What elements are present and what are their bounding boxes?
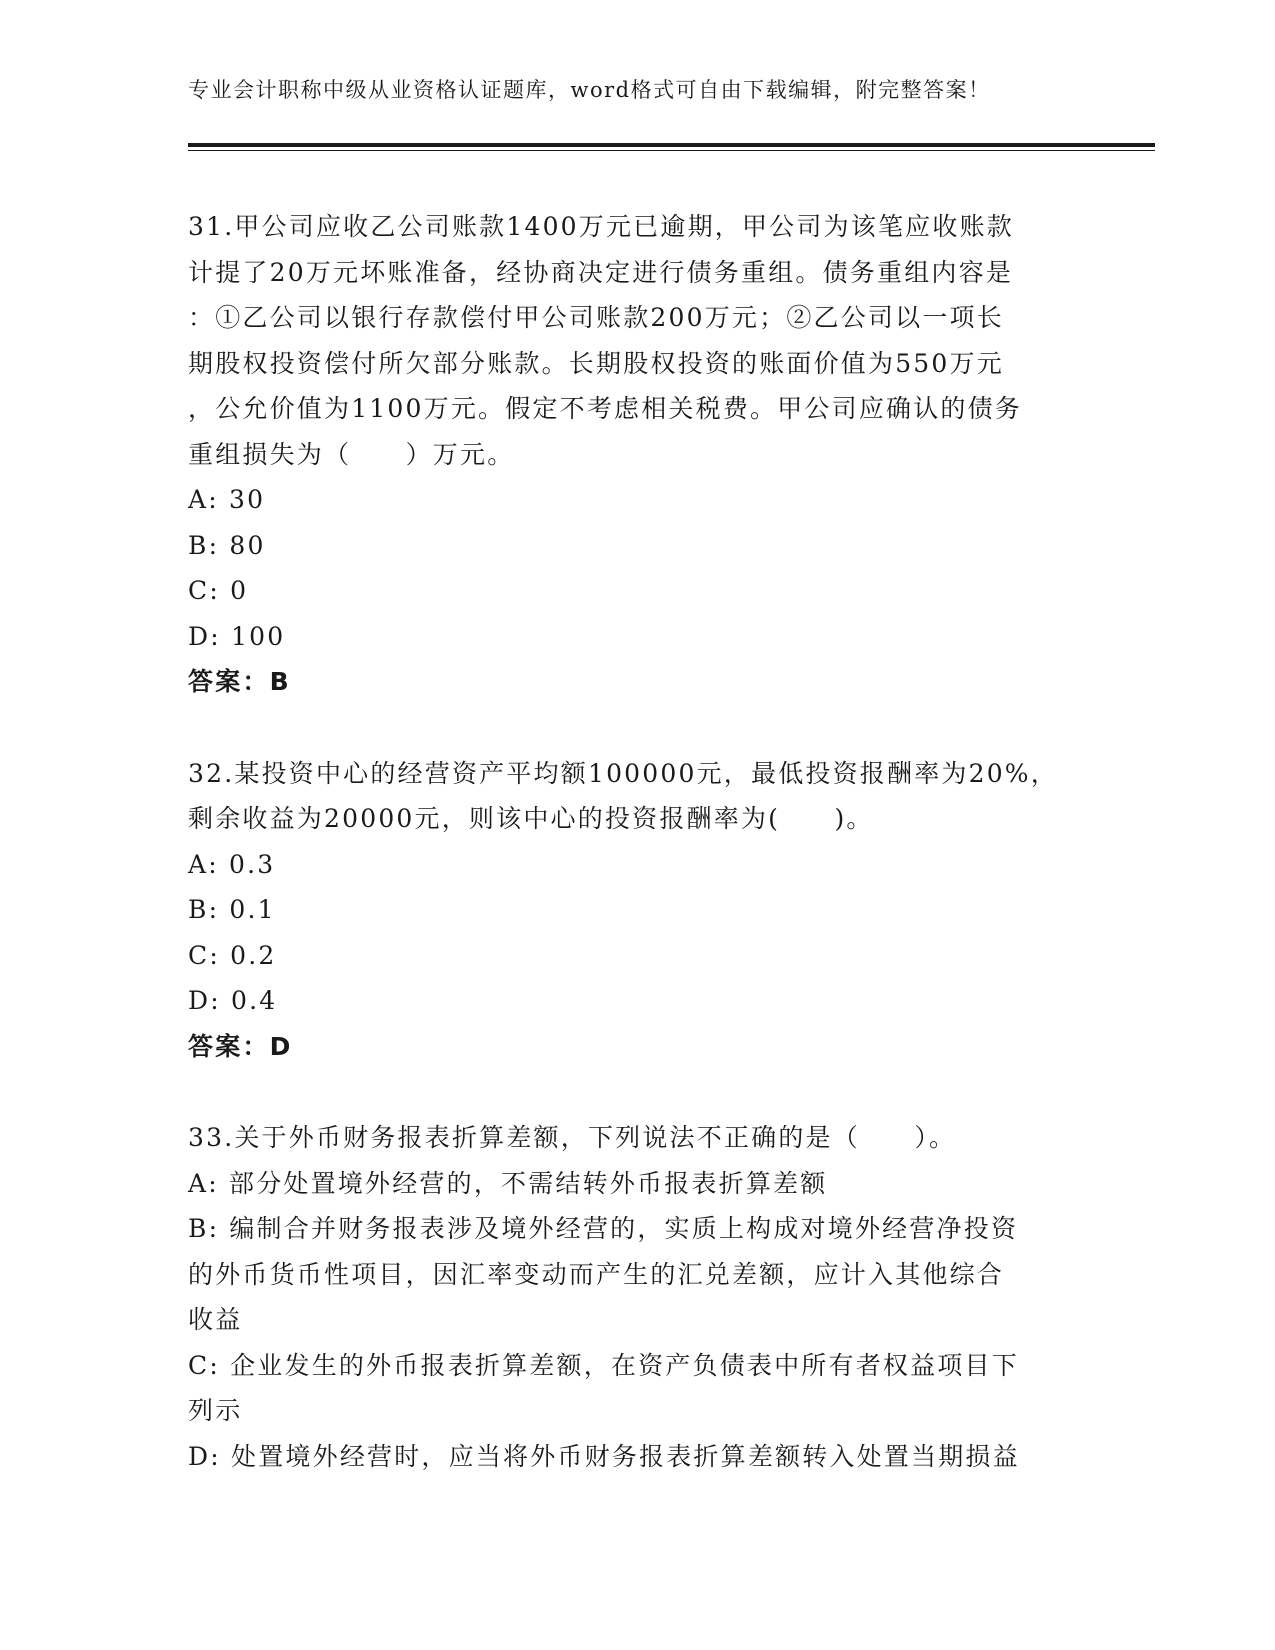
option-c: C: 0 xyxy=(188,576,249,605)
option-c: C: 0.2 xyxy=(188,940,277,970)
option-b: B: 80 xyxy=(188,530,266,560)
question-list xyxy=(188,204,1088,1525)
option-a: A: 0.3 xyxy=(188,849,276,879)
option-d: D: 100 xyxy=(188,621,286,651)
answer-label: 答案：B xyxy=(188,667,291,696)
question-text: 31.甲公司应收乙公司账款1400万元已逾期，甲公司为该笔应收账款 计提了20万元坏账准备，经协商决定进行债务重组。债务重组内容是 ：①乙公司以银行存款偿付甲公司账款200万元；②乙公司以一项长 期股权投资偿付所欠部分账款。长期股权投资的账面价值为550万元 ，公允价值为1100万元。假定不考虑相关税费。甲公司应确认的债务 重组损失为（ ）万元。 xyxy=(188,212,1023,469)
header-rule-thick xyxy=(188,143,1155,147)
question-32 xyxy=(188,751,1088,1070)
question-text: 32.某投资中心的经营资产平均额100000元，最低投资报酬率为20%， 剩余收益为20000元，则该中心的投资报酬率为( )。 xyxy=(188,758,1058,833)
option-c: C: 企业发生的外币报表折算差额，在资产负债表中所有者权益项目下 列示 xyxy=(188,1350,1019,1425)
option-d: D: 处置境外经营时，应当将外币财务报表折算差额转入处置当期损益 xyxy=(188,1441,1020,1471)
option-a: A: 部分处置境外经营的，不需结转外币报表折算差额 xyxy=(188,1168,828,1198)
option-a: A: 30 xyxy=(188,485,266,514)
option-b: B: 编制合并财务报表涉及境外经营的，实质上构成对境外经营净投资 的外币货币性项目，因汇率变动而产生的汇兑差额，应计入其他综合 收益 xyxy=(188,1214,1019,1334)
question-33 xyxy=(188,1115,1088,1479)
page-header: 专业会计职称中级从业资格认证题库，word格式可自由下载编辑，附完整答案！ xyxy=(188,78,991,102)
answer-label: 答案：D xyxy=(188,1031,293,1061)
option-d: D: 0.4 xyxy=(188,986,278,1015)
header-rule-thin xyxy=(188,150,1155,151)
question-text: 33.关于外币财务报表折算差额，下列说法不正确的是（ ）。 xyxy=(188,1123,957,1152)
question-31 xyxy=(188,204,1088,705)
option-b: B: 0.1 xyxy=(188,895,276,924)
